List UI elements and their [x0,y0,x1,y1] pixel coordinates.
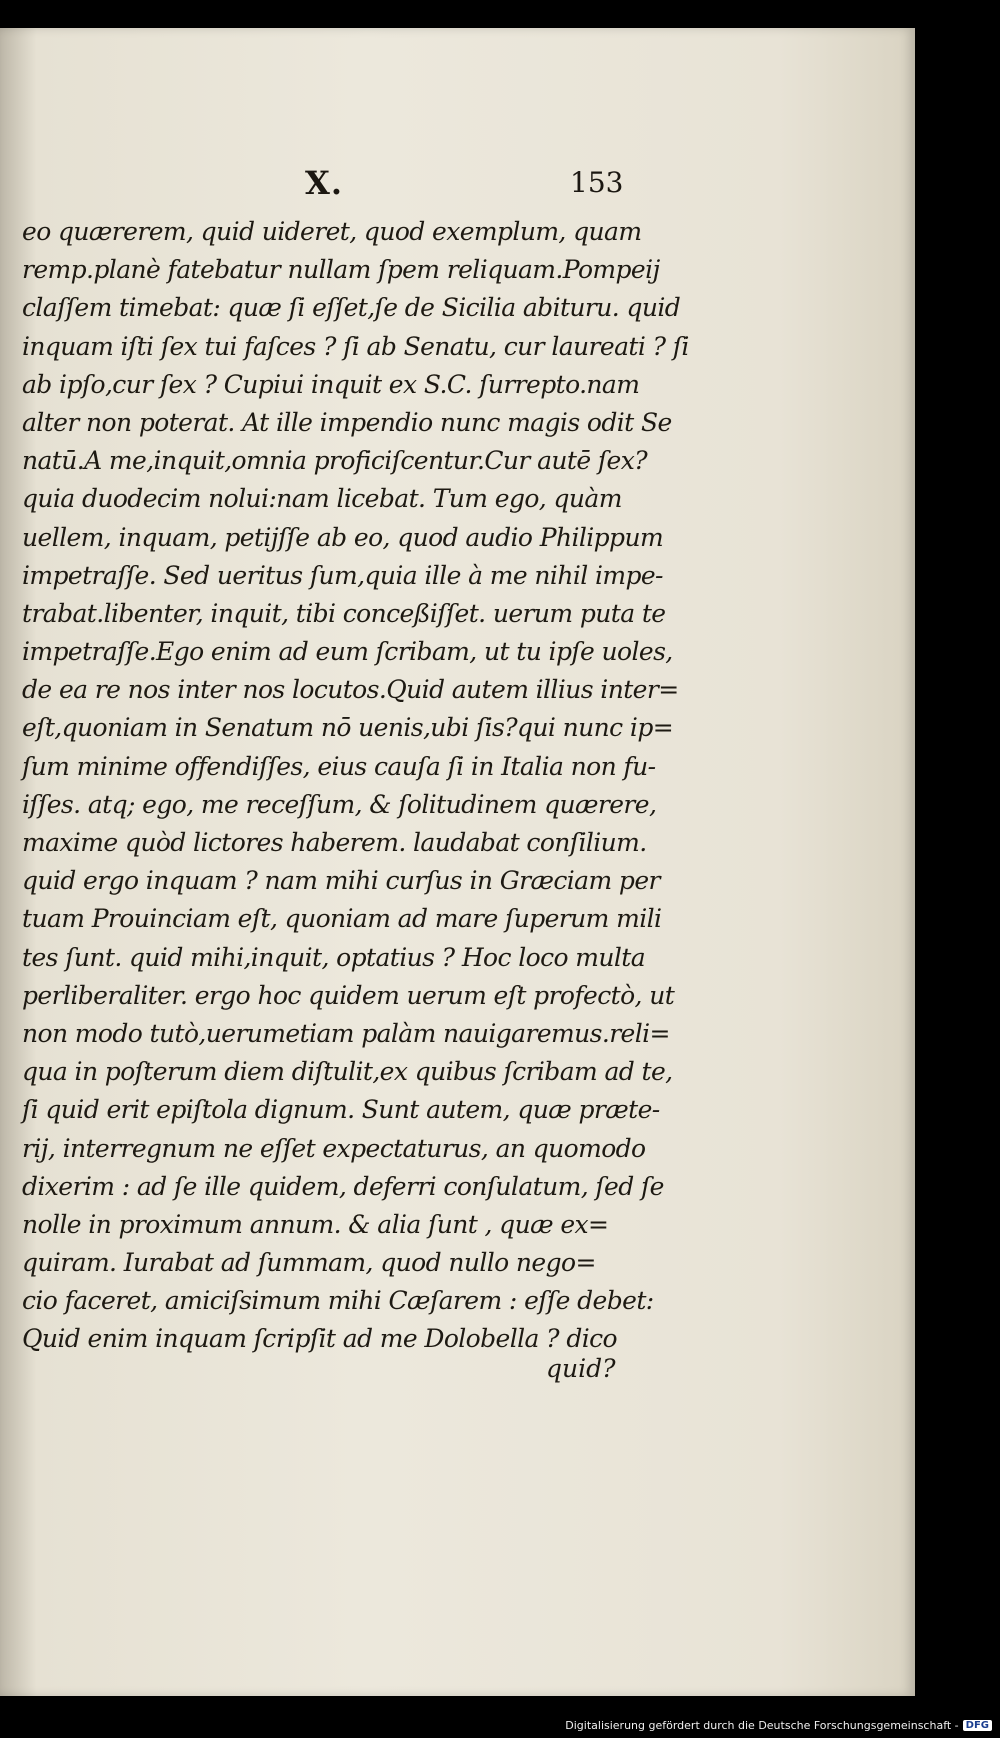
body-text [22,213,689,1359]
page-number: 153 [570,166,624,199]
catchword: quid? [546,1354,616,1383]
text-line: remp.planè fatebatur nullam ſpem reliquam.Pompeij [22,255,660,285]
book-page [0,28,915,1696]
text-line: maxime quòd lictores haberem. laudabat conſilium. [22,828,647,857]
text-line: iſſes. atq; ego, me receſſum, & ſolitudinem quærere, [22,789,657,819]
text-line: eo quærerem, quid uideret, quod exemplum, quam [22,217,642,246]
text-line: Quid enim inquam ſcripſit ad me Dolobella ? dico [22,1324,617,1354]
text-line: ſum minime offendiſſes, eius cauſa ſi in Italia non fu- [22,751,656,781]
dfg-logo: DFG [963,1720,992,1731]
text-line: quiram. Iurabat ad ſummam, quod nullo nego= [22,1248,596,1278]
text-line: impetraſſe. Sed ueritus ſum,quia ille à me nihil impe- [22,560,663,590]
text-line: non modo tutò,uerumetiam palàm nauigaremus.reli= [22,1018,670,1048]
text-line: trabat.libenter, inquit, tibi conceßiſſet. uerum puta te [22,598,666,628]
text-line: rij, interregnum ne eſſet expectaturus, an quomodo [22,1133,646,1163]
text-line: impetraſſe.Ego enim ad eum ſcribam, ut tu ipſe uoles, [22,637,673,667]
text-line: perliberaliter. ergo hoc quidem uerum eſt profectò, ut [22,980,675,1010]
page-header [0,150,915,200]
text-line: dixerim : ad ſe ille quidem, deferri conſulatum, ſed ſe [22,1171,664,1201]
gathering-signature: X. [305,164,343,202]
text-line: quia duodecim nolui:nam licebat. Tum ego, quàm [22,484,622,514]
digitization-footer [565,1719,992,1732]
text-line: ab ipſo,cur ſex ? Cupiui inquit ex S.C. ſurrepto.nam [22,369,640,399]
text-line: quid ergo inquam ? nam mihi curſus in Græciam per [22,866,660,896]
text-line: ſi quid erit epiſtola dignum. Sunt autem, quæ præte- [22,1095,660,1125]
text-line: uellem, inquam, petijſſe ab eo, quod audio Philippum [22,522,664,552]
text-line: eſt,quoniam in Senatum nō uenis,ubi ſis?qui nunc ip= [22,713,674,743]
text-line: nolle in proximum annum. & alia ſunt , quæ ex= [22,1209,609,1239]
text-line: claſſem timebat: quæ ſi eſſet,ſe de Sicilia abituru. quid [22,293,681,323]
text-line: natū.A me,inquit,omnia proficiſcentur.Cur autē ſex? [22,446,648,476]
funding-credit: Digitalisierung gefördert durch die Deutsche Forschungsgemeinschaft - [565,1719,959,1732]
text-line: alter non poterat. At ille impendio nunc magis odit Se [22,407,672,437]
text-line: qua in poſterum diem diſtulit,ex quibus ſcribam ad te, [22,1057,673,1087]
text-line: tes ſunt. quid mihi,inquit, optatius ? Hoc loco multa [22,942,646,972]
text-line: tuam Prouinciam eſt, quoniam ad mare ſuperum mili [22,904,662,934]
text-line: cio faceret, amiciſsimum mihi Cæſarem : eſſe debet: [22,1286,654,1316]
text-line: de ea re nos inter nos locutos.Quid autem illius inter= [22,675,679,705]
text-line: inquam iſti ſex tui faſces ? ſi ab Senatu, cur laureati ? ſi [22,331,689,361]
